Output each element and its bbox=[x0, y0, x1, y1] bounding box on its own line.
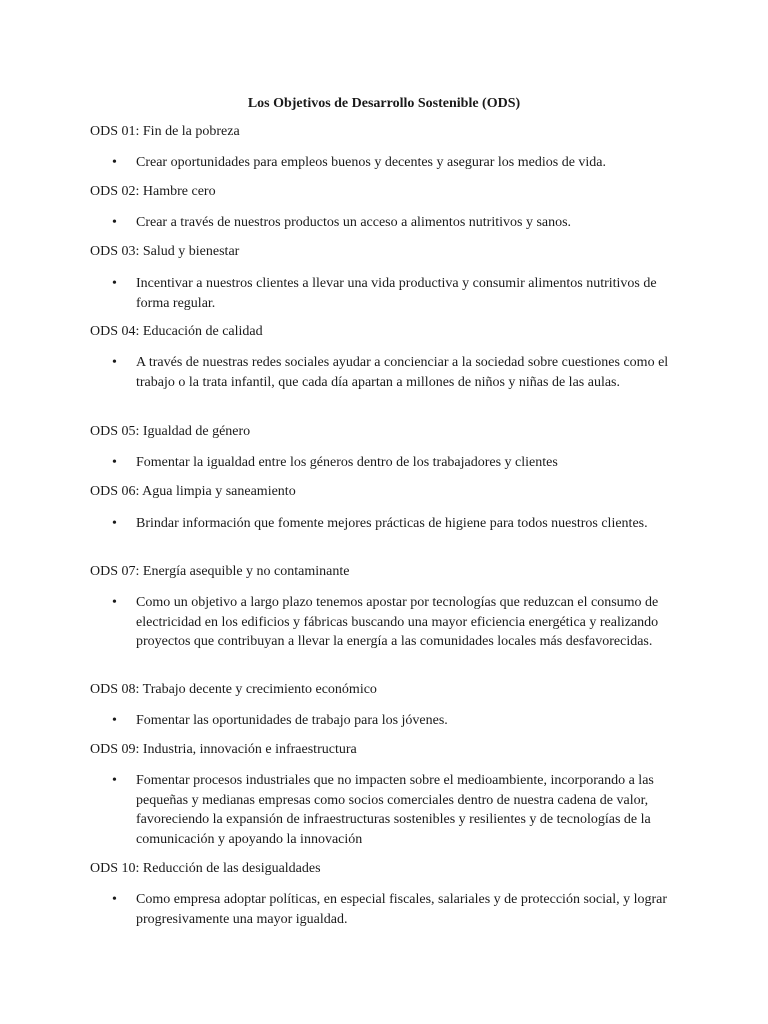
bullet-marker: • bbox=[112, 355, 117, 370]
bullet-marker: • bbox=[112, 595, 117, 610]
section-heading-ods-01: ODS 01: Fin de la pobreza bbox=[90, 124, 240, 139]
bullet-text: Incentivar a nuestros clientes a llevar una vida productiva y consumir alimentos nutritivos de forma regular. bbox=[136, 276, 657, 311]
section-heading-ods-08: ODS 08: Trabajo decente y crecimiento económico bbox=[90, 682, 377, 697]
bullet-text: A través de nuestras redes sociales ayudar a concienciar a la sociedad sobre cuestiones como el trabajo o la trata infantil, que cada día apartan a millones de niños y niñas de las aulas. bbox=[136, 355, 669, 390]
bullet-text: Crear oportunidades para empleos buenos y decentes y asegurar los medios de vida. bbox=[136, 155, 607, 170]
bullet-marker: • bbox=[112, 215, 117, 230]
bullet-text: Fomentar las oportunidades de trabajo para los jóvenes. bbox=[136, 713, 448, 728]
section-bullet-ods-06 bbox=[112, 514, 682, 534]
section-heading-ods-10: ODS 10: Reducción de las desigualdades bbox=[90, 861, 321, 876]
bullet-text: Fomentar la igualdad entre los géneros dentro de los trabajadores y clientes bbox=[136, 455, 558, 470]
section-bullet-ods-04 bbox=[112, 353, 682, 392]
section-heading-ods-03: ODS 03: Salud y bienestar bbox=[90, 244, 240, 259]
section-heading-ods-05: ODS 05: Igualdad de género bbox=[90, 424, 251, 439]
section-heading-ods-07: ODS 07: Energía asequible y no contaminante bbox=[90, 564, 350, 579]
section-bullet-ods-01 bbox=[112, 153, 682, 173]
section-heading-ods-02: ODS 02: Hambre cero bbox=[90, 184, 216, 199]
bullet-marker: • bbox=[112, 455, 117, 470]
bullet-text: Como empresa adoptar políticas, en especial fiscales, salariales y de protección social, y lograr progresivamente una mayor igualdad. bbox=[136, 892, 668, 927]
bullet-marker: • bbox=[112, 892, 117, 907]
bullet-marker: • bbox=[112, 773, 117, 788]
bullet-marker: • bbox=[112, 155, 117, 170]
section-bullet-ods-08 bbox=[112, 711, 682, 731]
bullet-marker: • bbox=[112, 516, 117, 531]
document-title: Los Objetivos de Desarrollo Sostenible (ODS) bbox=[247, 96, 521, 111]
section-bullet-ods-02 bbox=[112, 213, 682, 233]
bullet-marker: • bbox=[112, 276, 117, 291]
section-bullet-ods-03 bbox=[112, 274, 682, 313]
bullet-marker: • bbox=[112, 713, 117, 728]
section-bullet-ods-05 bbox=[112, 453, 682, 473]
section-bullet-ods-09 bbox=[112, 771, 682, 849]
section-heading-ods-06: ODS 06: Agua limpia y saneamiento bbox=[90, 484, 296, 499]
bullet-text: Fomentar procesos industriales que no impacten sobre el medioambiente, incorporando a las pequeñas y medianas empresas como socios comerciales dentro de nuestra cadena de valor, favoreciendo la expansión de infraestructuras sostenibles y resilientes y de tecnologías de la comunicación y apoyando la innovación bbox=[136, 773, 654, 847]
section-heading-ods-04: ODS 04: Educación de calidad bbox=[90, 324, 263, 339]
section-bullet-ods-10 bbox=[112, 890, 682, 929]
bullet-text: Brindar información que fomente mejores prácticas de higiene para todos nuestros clientes. bbox=[136, 516, 648, 531]
bullet-text: Como un objetivo a largo plazo tenemos apostar por tecnologías que reduzcan el consumo de electricidad en los edificios y fábricas buscando una mayor eficiencia energética y realizando proyectos que contribuyan a llevar la energía a las comunidades locales más desfavorecidas. bbox=[136, 595, 659, 650]
bullet-text: Crear a través de nuestros productos un acceso a alimentos nutritivos y sanos. bbox=[136, 215, 572, 230]
section-bullet-ods-07 bbox=[112, 593, 682, 652]
section-heading-ods-09: ODS 09: Industria, innovación e infraestructura bbox=[90, 742, 357, 757]
